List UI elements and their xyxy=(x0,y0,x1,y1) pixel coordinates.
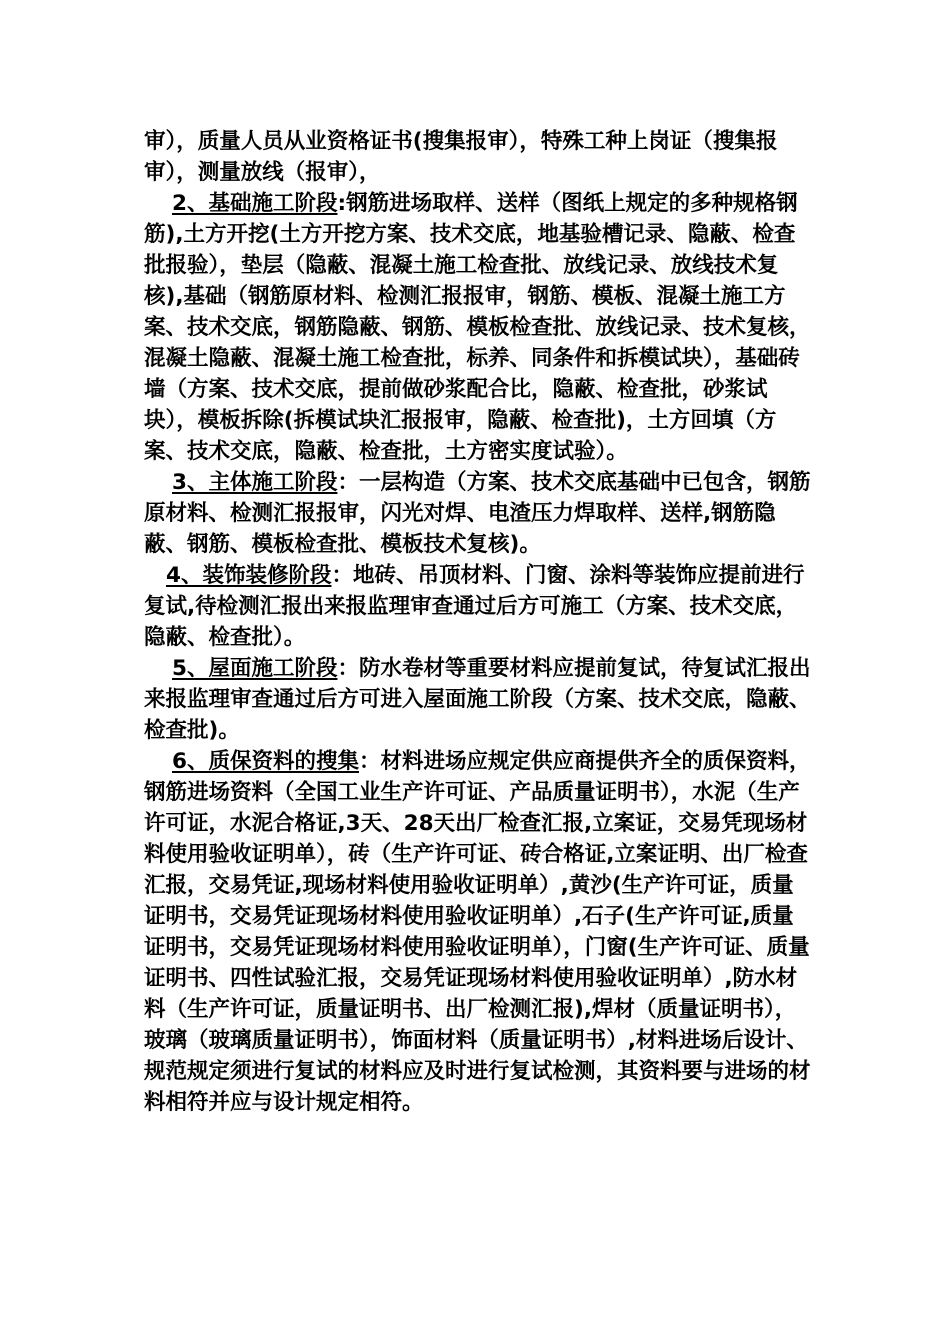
section-heading-decoration: 4、装饰装修阶段 xyxy=(166,563,332,588)
paragraph-decoration-stage xyxy=(144,560,814,653)
section-heading-roof: 5、屋面施工阶段 xyxy=(172,656,338,681)
section-heading-foundation: 2、基础施工阶段 xyxy=(172,191,338,216)
paragraph-foundation-stage xyxy=(144,188,814,467)
paragraph-intro xyxy=(144,126,814,188)
document-page xyxy=(144,126,814,1118)
paragraph-quality-docs xyxy=(144,746,814,1118)
paragraph-roof-stage xyxy=(144,653,814,746)
paragraph-main-structure-stage xyxy=(144,467,814,560)
paragraph-text: ：地砖、吊顶材料、门窗、涂料等装饰应提前进行复试,待检测汇报出来报监理审查通过后方可施工（方案、技术交底，隐蔽、检查批）。 xyxy=(144,563,805,650)
section-heading-quality-docs: 6、质保资料的搜集 xyxy=(172,749,359,774)
section-heading-main-structure: 3、主体施工阶段 xyxy=(172,470,338,495)
paragraph-text: ：一层构造（方案、技术交底基础中已包含，钢筋原材料、检测汇报报审，闪光对焊、电渣压力焊取样、送样,钢筋隐蔽、钢筋、模板检查批、模板技术复核)。 xyxy=(144,470,811,557)
paragraph-text: :钢筋进场取样、送样（图纸上规定的多种规格钢筋),土方开挖(土方开挖方案、技术交底，地基验槽记录、隐蔽、检查批报验），垫层（隐蔽、混凝土施工检查批、放线记录、放线技术复核),基础（钢筋原材料、检测汇报报审，钢筋、模板、混凝土施工方案、技术交底，钢筋隐蔽、钢筋、模板检查批、放线记录、技术复核，混凝土隐蔽、混凝土施工检查批，标养、同条件和拆模试块），基础砖墙（方案、技术交底，提前做砂浆配合比，隐蔽、检查批，砂浆试块），模板拆除(拆模试块汇报报审，隐蔽、检查批)，土方回填（方案、技术交底，隐蔽、检查批，土方密实度试验）。 xyxy=(144,191,811,464)
paragraph-text: ：材料进场应规定供应商提供齐全的质保资料，钢筋进场资料（全国工业生产许可证、产品质量证明书），水泥（生产许可证，水泥合格证,3天、28天出厂检查汇报,立案证，交易凭现场材料使用验收证明单），砖（生产许可证、砖合格证,立案证明、出厂检查汇报，交易凭证,现场材料使用验收证明单）,黄沙(生产许可证，质量证明书，交易凭证现场材料使用验收证明单）,石子(生产许可证,质量证明书，交易凭证现场材料使用验收证明单），门窗(生产许可证、质量证明书、四性试验汇报，交易凭证现场材料使用验收证明单）,防水材料（生产许可证，质量证明书、出厂检测汇报),焊材（质量证明书），玻璃（玻璃质量证明书），饰面材料（质量证明书）,材料进场后设计、规范规定须进行复试的材料应及时进行复试检测，其资料要与进场的材料相符并应与设计规定相符。 xyxy=(144,749,811,1115)
paragraph-text: 审），质量人员从业资格证书(搜集报审），特殊工种上岗证（搜集报审），测量放线（报审）， xyxy=(144,129,778,185)
paragraph-text: ：防水卷材等重要材料应提前复试，待复试汇报出来报监理审查通过后方可进入屋面施工阶段（方案、技术交底，隐蔽、检查批)。 xyxy=(144,656,811,743)
